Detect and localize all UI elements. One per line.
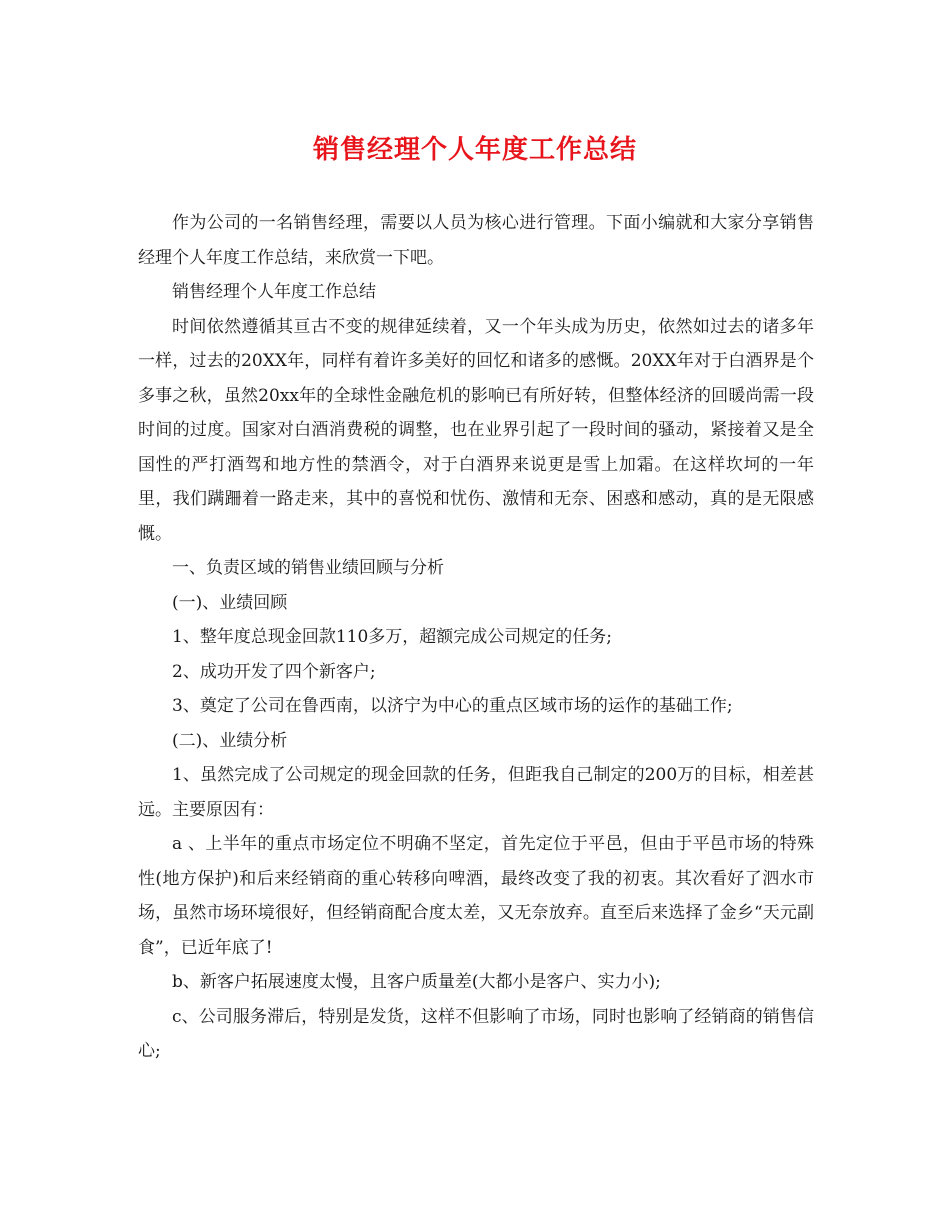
paragraph-subtitle: 销售经理个人年度工作总结 <box>172 282 376 302</box>
subsection-heading-review: (一)、业绩回顾 <box>172 592 288 613</box>
list-item: c、公司服务滞后，特别是发货，这样不但影响了市场，同时也影响了经销商的销售信心; <box>138 1006 814 1061</box>
list-item: 1、整年度总现金回款110多万，超额完成公司规定的任务; <box>172 627 612 647</box>
subsection-heading-analysis: (二)、业绩分析 <box>172 730 288 751</box>
list-item: 1、虽然完成了公司规定的现金回款的任务，但距我自己制定的200万的目标，相差甚远。主要原因有： <box>138 765 814 820</box>
list-item: a 、上半年的重点市场定位不明确不坚定，首先定位于平邑，但由于平邑市场的特殊性(地方保护)和后来经销商的重心转移向啤酒，最终改变了我的初衷。其次看好了泗水市场，虽然市场环境很好，但经销商配合度太差，又无奈放弃。直至后来选择了金乡“天元副食”，已近年底了! <box>138 834 814 958</box>
list-item: b、新客户拓展速度太慢，且客户质量差(大都小是客户、实力小); <box>172 972 661 992</box>
paragraph-intro: 作为公司的一名销售经理，需要以人员为核心进行管理。下面小编就和大家分享销售经理个人年度工作总结，来欣赏一下吧。 <box>138 213 814 268</box>
list-item: 2、成功开发了四个新客户; <box>172 661 376 682</box>
list-item: 3、奠定了公司在鲁西南，以济宁为中心的重点区域市场的运作的基础工作; <box>172 696 733 716</box>
paragraph-overview: 时间依然遵循其亘古不变的规律延续着，又一个年头成为历史，依然如过去的诸多年一样，过去的20XX年，同样有着许多美好的回忆和诸多的感慨。20XX年对于白酒界是个多事之秋，虽然20xx年的全球性金融危机的影响已有所好转，但整体经济的回暖尚需一段时间的过度。国家对白酒消费税的调整，也在业界引起了一段时间的骚动，紧接着又是全国性的严打酒驾和地方性的禁酒令，对于白酒界来说更是雪上加霜。在这样坎坷的一年里，我们蹒跚着一路走来，其中的喜悦和忧伤、激情和无奈、困惑和感动，真的是无限感慨。 <box>138 316 814 544</box>
section-heading-1: 一、负责区域的销售业绩回顾与分析 <box>172 558 444 578</box>
document-title: 销售经理个人年度工作总结 <box>312 135 637 165</box>
document-body <box>138 206 814 1069</box>
